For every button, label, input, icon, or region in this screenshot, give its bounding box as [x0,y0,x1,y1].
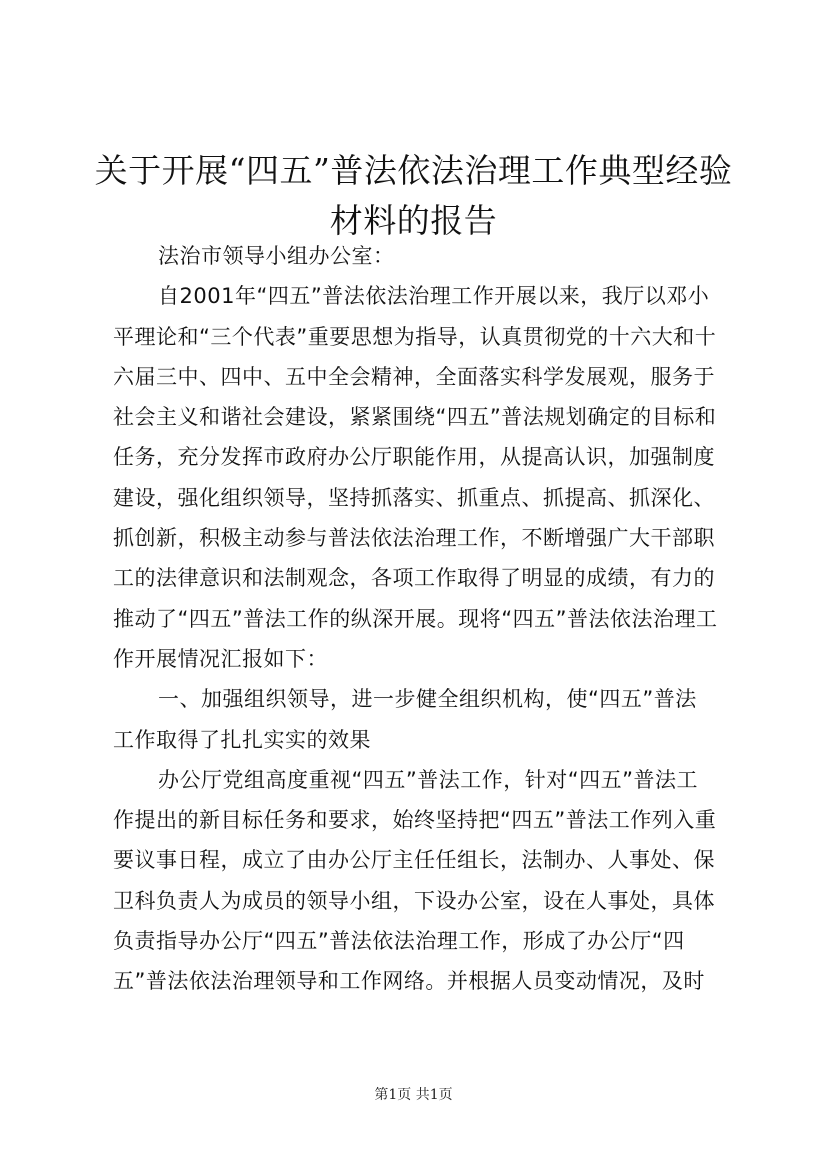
paragraph-intro: 自2001年“四五”普法依法治理工作开展以来，我厅以邓小平理论和“三个代表”重要思想为指导，认真贯彻党的十六大和十六届三中、四中、五中全会精神，全面落实科学发展观，服务于社会主义和谐社会建设，紧紧围绕“四五”普法规划确定的目标和任务，充分发挥市政府办公厅职能作用，从提高认识，加强制度建设，强化组织领导，坚持抓落实、抓重点、抓提高、抓深化、抓创新，积极主动参与普法依法治理工作，不断增强广大干部职工的法律意识和法制观念，各项工作取得了明显的成绩，有力的推动了“四五”普法工作的纵深开展。现将“四五”普法依法治理工作开展情况汇报如下： [113,284,718,671]
page-number-footer: 第1页 共1页 [374,1087,453,1103]
document-title-line-2: 材料的报告 [329,201,498,240]
paragraph-section-1: 办公厅党组高度重视“四五”普法工作，针对“四五”普法工作提出的新目标任务和要求，始终坚持把“四五”普法工作列入重要议事日程，成立了由办公厅主任任组长，法制办、人事处、保卫科负责人为成员的领导小组，下设办公室，设在人事处，具体负责指导办公厅“四五”普法依法治理工作，形成了办公厅“四五”普法依法治理领导和工作网络。并根据人员变动情况，及时 [113,767,717,994]
document-body [113,236,718,1002]
document-title-line-1: 关于开展“四五”普法依法治理工作典型经验 [94,151,733,190]
document-title [0,146,827,246]
salutation: 法治市领导小组办公室： [158,244,395,268]
section-heading-1: 一、加强组织领导，进一步健全组织机构，使“四五”普法工作取得了扎扎实实的效果 [113,687,697,752]
